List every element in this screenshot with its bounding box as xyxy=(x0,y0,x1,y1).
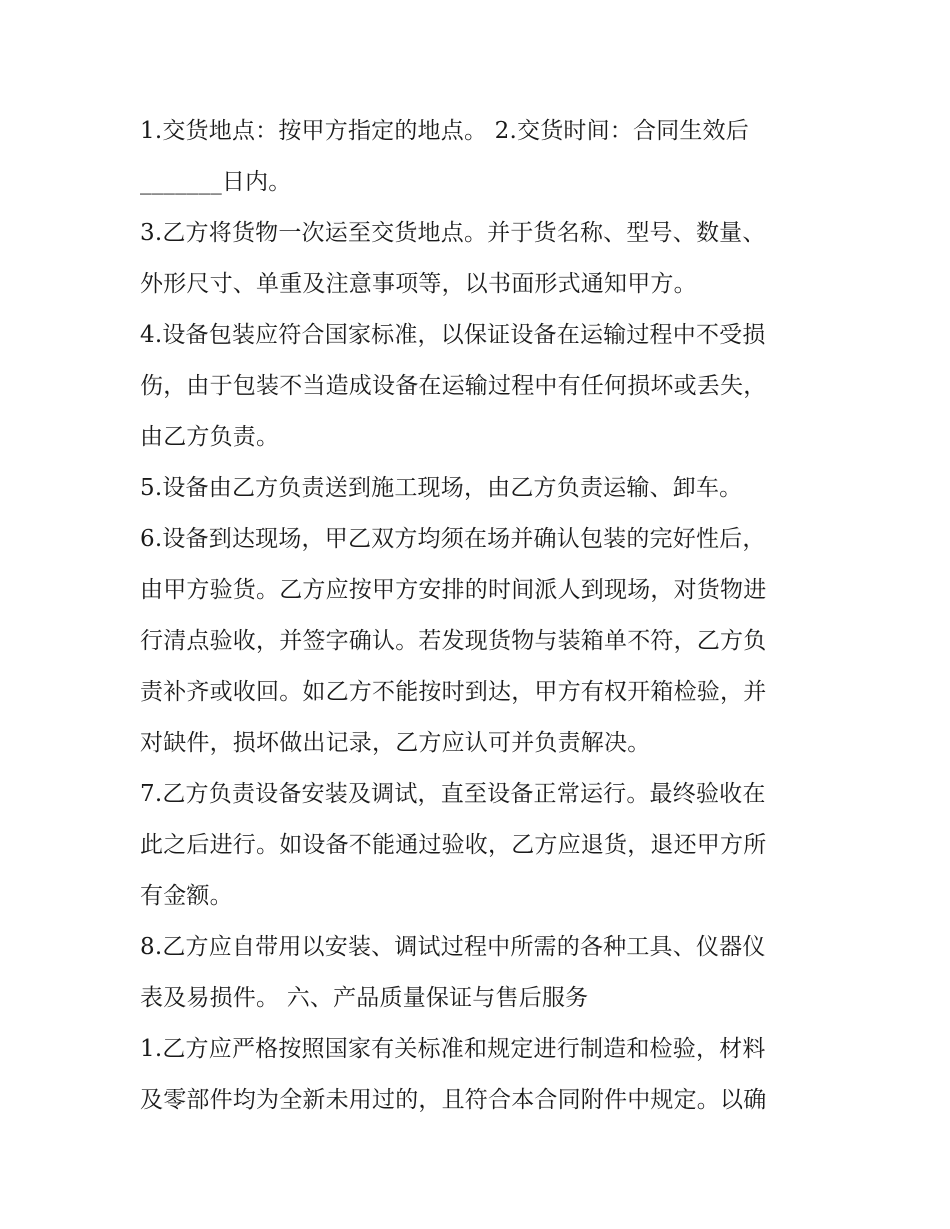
text-line: 伤，由于包装不当造成设备在运输过程中有任何损坏或丢失， xyxy=(140,373,767,399)
text-line: 表及易损件。 六、产品质量保证与售后服务 xyxy=(140,985,589,1011)
text-line: 4.设备包装应符合国家标准，以保证设备在运输过程中不受损 xyxy=(140,322,766,348)
document-body xyxy=(140,106,820,1126)
text-line: 行清点验收，并签字确认。若发现货物与装箱单不符，乙方负 xyxy=(140,628,767,654)
text-line: 1.交货地点：按甲方指定的地点。 2.交货时间：合同生效后 xyxy=(140,118,749,144)
text-line: 对缺件，损坏做出记录，乙方应认可并负责解决。 xyxy=(140,730,651,756)
text-line: 由乙方负责。 xyxy=(140,424,280,450)
text-line: 1.乙方应严格按照国家有关标准和规定进行制造和检验，材料 xyxy=(140,1036,766,1062)
text-line: 责补齐或收回。如乙方不能按时到达，甲方有权开箱检验，并 xyxy=(140,679,767,705)
text-line: 由甲方验货。乙方应按甲方安排的时间派人到现场，对货物进 xyxy=(140,577,767,603)
text-line: 6.设备到达现场，甲乙双方均须在场并确认包装的完好性后， xyxy=(140,526,766,552)
text-line: _______日内。 xyxy=(140,169,292,195)
text-line: 此之后进行。如设备不能通过验收，乙方应退货，退还甲方所 xyxy=(140,832,767,858)
text-line: 有金额。 xyxy=(140,883,233,909)
text-line: 7.乙方负责设备安装及调试，直至设备正常运行。最终验收在 xyxy=(140,781,766,807)
text-line: 8.乙方应自带用以安装、调试过程中所需的各种工具、仪器仪 xyxy=(140,934,766,960)
text-line: 5.设备由乙方负责送到施工现场，由乙方负责运输、卸车。 xyxy=(140,475,743,501)
text-line: 外形尺寸、单重及注意事项等，以书面形式通知甲方。 xyxy=(140,271,697,297)
text-line: 及零部件均为全新未用过的，且符合本合同附件中规定。以确 xyxy=(140,1087,767,1113)
text-line: 3.乙方将货物一次运至交货地点。并于货名称、型号、数量、 xyxy=(140,220,766,246)
